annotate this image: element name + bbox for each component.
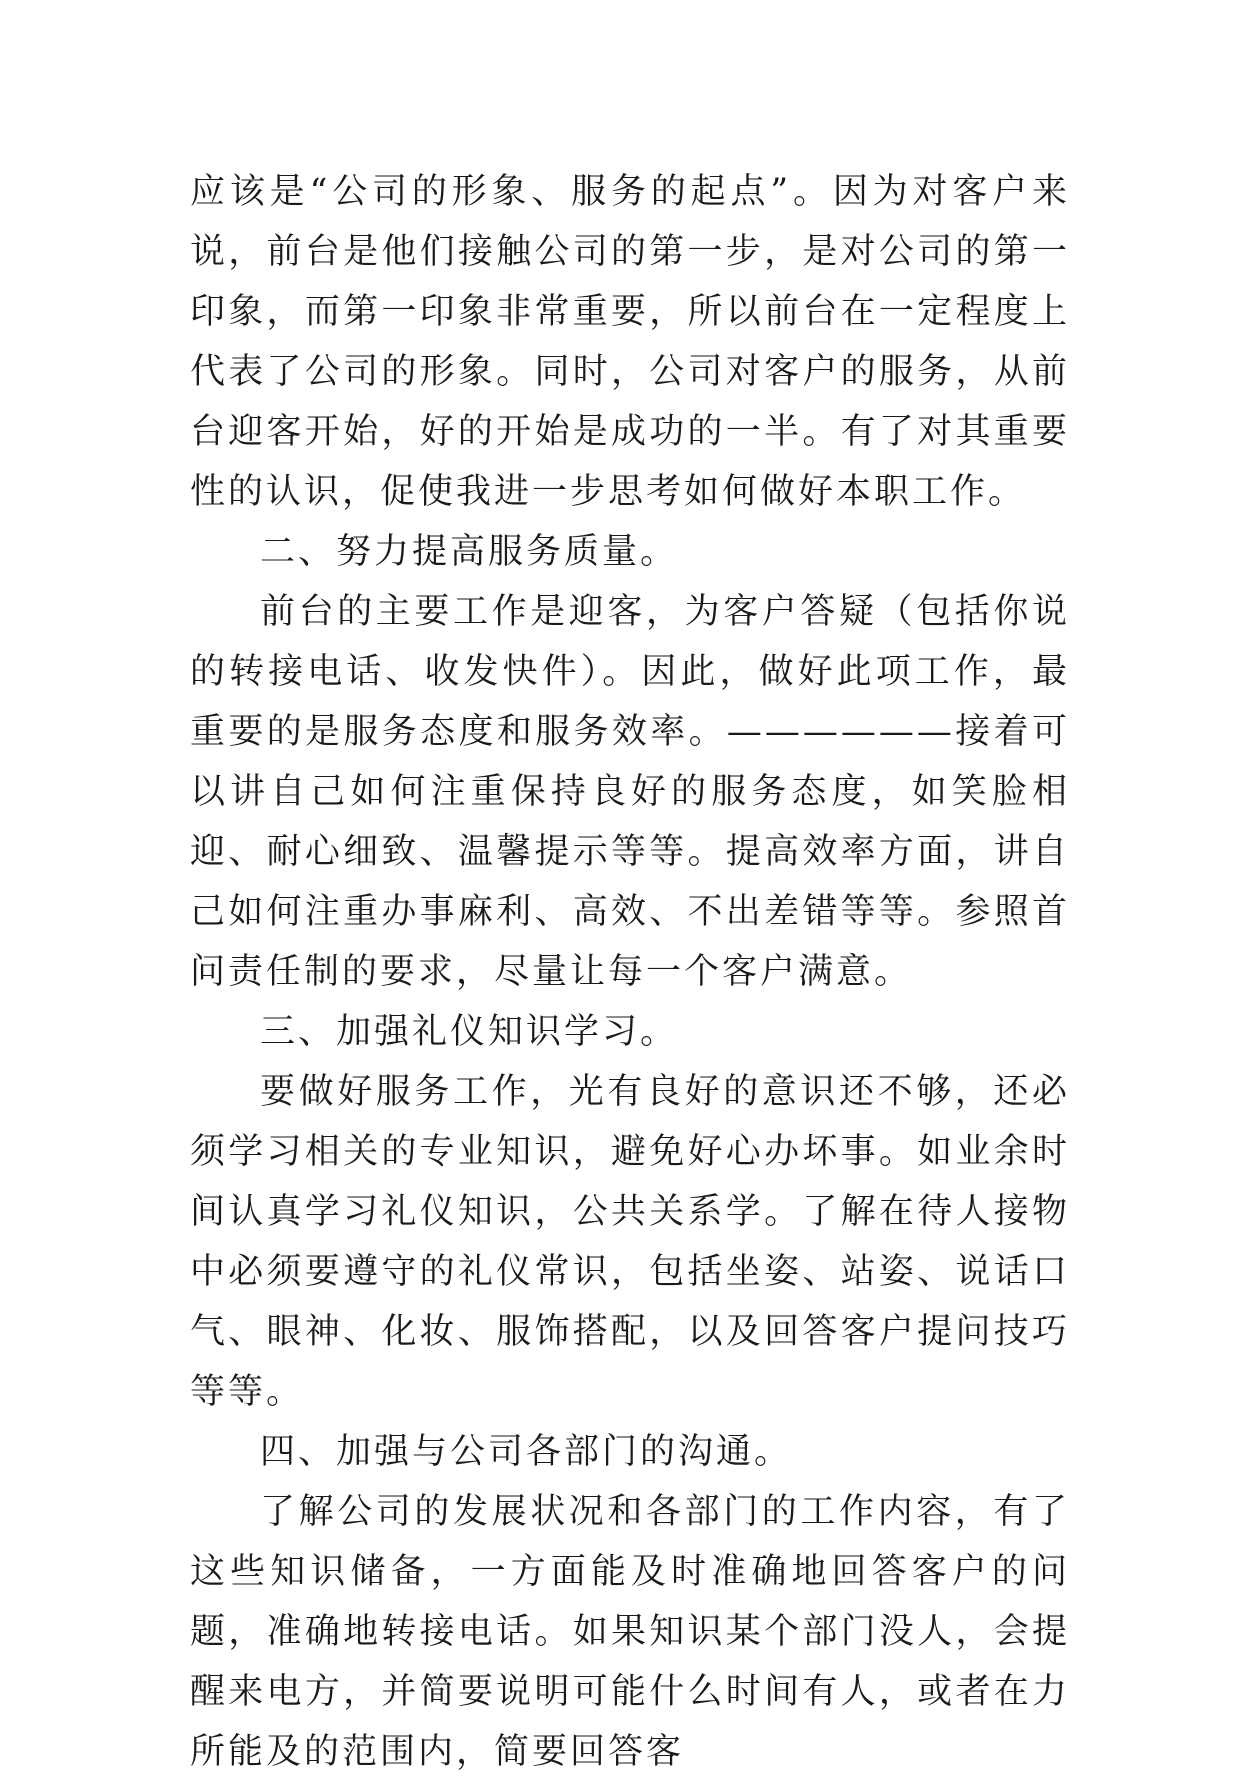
document-body bbox=[190, 162, 1070, 1782]
paragraph-service-quality: 前台的主要工作是迎客，为客户答疑（包括你说的转接电话、收发快件）。因此，做好此项工作，最重要的是服务态度和服务效率。——————接着可以讲自己如何注重保持良好的服务态度，如笑脸相迎、耐心细致、温馨提示等等。提高效率方面，讲自己如何注重办事麻利、高效、不出差错等等。参照首问责任制的要求，尽量让每一个客户满意。 bbox=[190, 592, 1070, 992]
paragraph-communication: 了解公司的发展状况和各部门的工作内容，有了这些知识储备，一方面能及时准确地回答客户的问题，准确地转接电话。如果知识某个部门没人，会提醒来电方，并简要说明可能什么时间有人，或者在力所能及的范围内，简要回答客 bbox=[190, 1492, 1070, 1772]
section-heading-4: 四、加强与公司各部门的沟通。 bbox=[260, 1432, 793, 1472]
paragraph-continuation: 应该是“公司的形象、服务的起点”。因为对客户来说，前台是他们接触公司的第一步，是对公司的第一印象，而第一印象非常重要，所以前台在一定程度上代表了公司的形象。同时，公司对客户的服务，从前台迎客开始，好的开始是成功的一半。有了对其重要性的认识，促使我进一步思考如何做好本职工作。 bbox=[190, 172, 1070, 512]
paragraph-etiquette: 要做好服务工作，光有良好的意识还不够，还必须学习相关的专业知识，避免好心办坏事。如业余时间认真学习礼仪知识，公共关系学。了解在待人接物中必须要遵守的礼仪常识，包括坐姿、站姿、说话口气、眼神、化妆、服饰搭配，以及回答客户提问技巧等等。 bbox=[190, 1072, 1070, 1412]
section-heading-3: 三、加强礼仪知识学习。 bbox=[260, 1012, 679, 1052]
section-heading-2: 二、努力提高服务质量。 bbox=[260, 532, 679, 572]
